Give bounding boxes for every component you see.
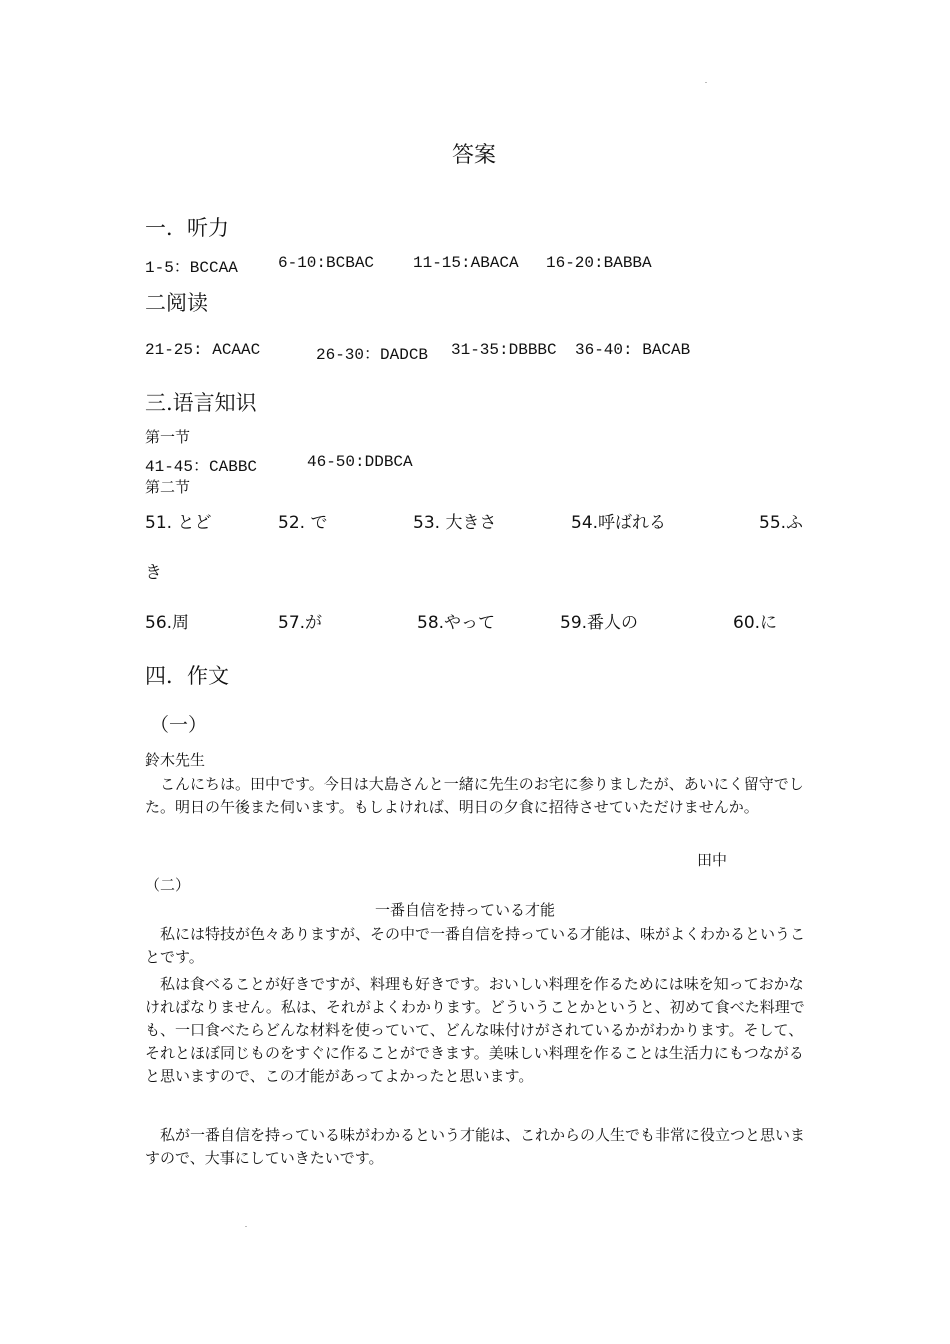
answer-53: 53. 大きさ: [413, 513, 497, 533]
essay-title: 一番自信を持っている才能: [375, 901, 556, 919]
section-language-heading: 三.语言知识: [145, 391, 257, 415]
answer-56: 56.周: [145, 613, 190, 633]
essay-paragraph-3: 私が一番自信を持っている味がわかるという才能は、これからの人生でも非常に役立つと思いますので、大事にしていきたいです。: [145, 1126, 806, 1167]
section-listening-heading: 一．听力: [145, 216, 229, 240]
letter-salutation: 鈴木先生: [145, 751, 206, 769]
listening-answers-1-5: 1-5：BCCAA: [145, 259, 238, 277]
reading-answers-36-40: 36-40: BACAB: [575, 341, 691, 359]
answer-57: 57.が: [278, 613, 323, 633]
scan-speck-bottom: [245, 1226, 247, 1227]
part2-label: 第二节: [145, 478, 191, 496]
answer-55-wrap: き: [145, 563, 162, 583]
essay-paragraph-1: 私には特技が色々ありますが、その中で一番自信を持っている才能は、味がよくわかるということです。: [145, 925, 806, 966]
language-answers-46-50: 46-50:DDBCA: [307, 453, 413, 471]
answer-54: 54.呼ばれる: [571, 513, 667, 533]
answer-59: 59.番人の: [560, 613, 639, 633]
section-reading-heading: 二阅读: [145, 291, 208, 315]
letter-body: こんにちは。田中です。今日は大島さんと一緒に先生のお宅に参りましたが、あいにく留守でした。明日の午後また伺います。もしよければ、明日の夕食に招待させていただけませんか。: [145, 775, 804, 816]
reading-answers-31-35: 31-35:DBBBC: [451, 341, 557, 359]
listening-answers-11-15: 11-15:ABACA: [413, 254, 519, 272]
listening-answers-16-20: 16-20:BABBA: [546, 254, 652, 272]
writing-part2-label: （二）: [145, 876, 191, 894]
listening-answers-6-10: 6-10:BCBAC: [278, 254, 375, 272]
reading-answers-26-30: 26-30：DADCB: [316, 346, 429, 364]
writing-part1-label: （一）: [150, 714, 208, 736]
letter-signature: 田中: [697, 851, 728, 869]
answer-52: 52. で: [278, 513, 328, 533]
answer-55: 55.ふ: [759, 513, 804, 533]
section-writing-heading: 四．作文: [145, 664, 229, 688]
scan-speck-top: [705, 82, 707, 83]
answer-58: 58.やって: [417, 613, 496, 633]
language-answers-41-45: 41-45：CABBC: [145, 458, 258, 476]
essay-paragraph-2: 私は食べることが好きですが、料理も好きです。おいしい料理を作るためには味を知っておかなければなりません。私は、それがよくわかります。どういうことかというと、初めて食べた料理でも、一口食べたらどんな材料を使っていて、どんな味付けがされているかがわかります。そして、それとほぼ同じものをすぐに作ることができます。美味しい料理を作ることは生活力にもつながると思いますので、この才能があってよかったと思います。: [145, 975, 805, 1085]
page-title: 答案: [452, 143, 497, 168]
part1-label: 第一节: [145, 428, 191, 446]
answer-60: 60.に: [733, 613, 778, 633]
reading-answers-21-25: 21-25: ACAAC: [145, 341, 261, 359]
answer-51: 51. とど: [145, 513, 212, 533]
